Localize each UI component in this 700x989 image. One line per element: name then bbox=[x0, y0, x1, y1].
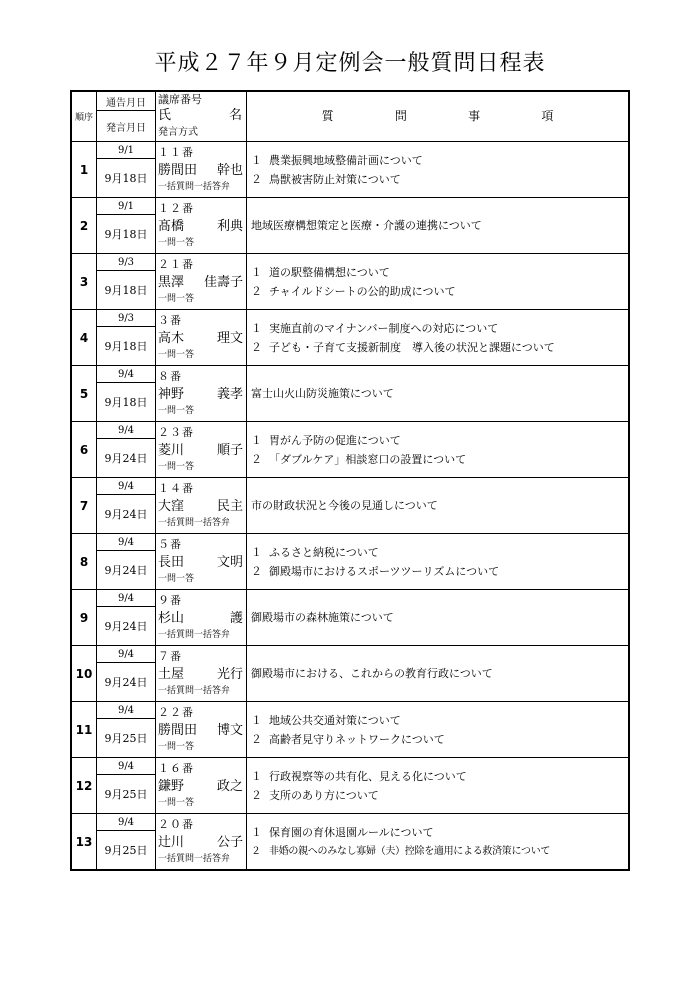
speaker-name bbox=[158, 497, 246, 517]
header-name-b: 名 bbox=[228, 107, 242, 123]
question-number: １ bbox=[251, 265, 262, 279]
question-number: ２ bbox=[251, 340, 262, 354]
speaker-name bbox=[158, 609, 246, 629]
speaker-name bbox=[158, 833, 246, 853]
speak-date: 9月18日 bbox=[97, 215, 156, 254]
row-number: 12 bbox=[71, 758, 97, 814]
row-number: 13 bbox=[71, 814, 97, 871]
given-name: 理文 bbox=[216, 330, 243, 346]
question-item bbox=[251, 319, 624, 338]
speak-date: 9月24日 bbox=[97, 439, 156, 478]
schedule-row bbox=[71, 702, 629, 719]
seat-number: ２１番 bbox=[158, 257, 194, 271]
header-speaker bbox=[156, 91, 247, 142]
schedule-row bbox=[71, 366, 629, 383]
question-item bbox=[251, 543, 624, 562]
row-number: 9 bbox=[71, 590, 97, 646]
speech-method: 一括質問一括答弁 bbox=[158, 181, 231, 192]
questions-cell bbox=[247, 198, 630, 254]
speaker-name bbox=[158, 329, 246, 349]
question-number: １ bbox=[251, 769, 262, 783]
question-text: 御殿場市におけるスポーツツーリズムについて bbox=[269, 564, 500, 578]
question-number: ２ bbox=[251, 284, 262, 298]
question-item bbox=[251, 450, 624, 469]
speaker-cell bbox=[156, 758, 247, 814]
speak-date: 9月24日 bbox=[97, 495, 156, 534]
header-method: 発言方式 bbox=[158, 126, 198, 138]
question-text: 市の財政状況と今後の見通しについて bbox=[251, 499, 438, 512]
row-number: 11 bbox=[71, 702, 97, 758]
schedule-row bbox=[71, 646, 629, 663]
question-text: 保育園の育休退園ルールについて bbox=[269, 825, 434, 839]
question-text: 胃がん予防の促進について bbox=[269, 433, 401, 447]
question-text: 富士山火山防災施策について bbox=[251, 387, 394, 400]
question-item bbox=[251, 608, 624, 627]
given-name: 幹也 bbox=[216, 162, 243, 178]
question-text: ふるさと納税について bbox=[269, 545, 379, 559]
row-number: 4 bbox=[71, 310, 97, 366]
header-q3: 事 bbox=[468, 109, 481, 123]
questions-cell bbox=[247, 310, 630, 366]
speech-method: 一括質問一括答弁 bbox=[158, 629, 231, 640]
notice-date: 9/4 bbox=[97, 590, 156, 607]
family-name: 辻川 bbox=[158, 834, 185, 850]
row-number: 2 bbox=[71, 198, 97, 254]
family-name: 勝間田 bbox=[158, 162, 198, 178]
question-text: 御殿場市における、これからの教育行政について bbox=[251, 667, 493, 680]
question-item bbox=[251, 216, 624, 235]
family-name: 勝間田 bbox=[158, 722, 198, 738]
speak-date: 9月18日 bbox=[97, 159, 156, 198]
question-item bbox=[251, 282, 624, 301]
header-name-a: 氏 bbox=[158, 107, 172, 123]
schedule-row bbox=[71, 478, 629, 495]
speech-method: 一問一答 bbox=[158, 797, 195, 808]
speaker-cell bbox=[156, 254, 247, 310]
question-item bbox=[251, 786, 624, 805]
header-speak-date: 発言月日 bbox=[97, 111, 156, 142]
question-item bbox=[251, 170, 624, 189]
row-number: 8 bbox=[71, 534, 97, 590]
page-title: 平成２７年９月定例会一般質問日程表 bbox=[154, 51, 546, 76]
question-item bbox=[251, 711, 624, 730]
questions-cell bbox=[247, 534, 630, 590]
family-name: 長田 bbox=[158, 554, 185, 570]
given-name: 利典 bbox=[216, 218, 243, 234]
question-text: 「ダブルケア」相談窓口の設置について bbox=[269, 452, 467, 466]
speech-method: 一括質問一括答弁 bbox=[158, 685, 231, 696]
questions-cell bbox=[247, 646, 630, 702]
speak-date: 9月25日 bbox=[97, 775, 156, 814]
family-name: 高木 bbox=[158, 330, 185, 346]
question-number: ２ bbox=[251, 452, 262, 466]
speech-method: 一括質問一括答弁 bbox=[158, 853, 231, 864]
speak-date: 9月18日 bbox=[97, 271, 156, 310]
family-name: 土屋 bbox=[158, 666, 185, 682]
question-item bbox=[251, 338, 624, 357]
family-name: 菱川 bbox=[158, 442, 185, 458]
speaker-name bbox=[158, 665, 246, 685]
schedule-row bbox=[71, 310, 629, 327]
question-number: ２ bbox=[251, 732, 262, 746]
seat-number: １４番 bbox=[158, 481, 194, 495]
question-text: 鳥獣被害防止対策について bbox=[269, 172, 401, 186]
seat-number: ２２番 bbox=[158, 705, 194, 719]
speak-date: 9月25日 bbox=[97, 831, 156, 871]
speaker-cell bbox=[156, 310, 247, 366]
given-name: 義孝 bbox=[216, 386, 243, 402]
seat-number: １１番 bbox=[158, 145, 194, 159]
header-order: 順序 bbox=[71, 91, 97, 142]
row-number: 3 bbox=[71, 254, 97, 310]
speak-date: 9月24日 bbox=[97, 607, 156, 646]
speech-method: 一問一答 bbox=[158, 461, 195, 472]
schedule-row bbox=[71, 142, 629, 159]
header-q4: 項 bbox=[541, 109, 554, 123]
question-text: 農業振興地域整備計画について bbox=[269, 153, 423, 167]
schedule-row bbox=[71, 254, 629, 271]
speech-method: 一問一答 bbox=[158, 741, 195, 752]
question-text: 実施直前のマイナンバー制度への対応について bbox=[269, 321, 499, 335]
question-item bbox=[251, 562, 624, 581]
notice-date: 9/4 bbox=[97, 422, 156, 439]
questions-cell bbox=[247, 590, 630, 646]
seat-number: ７番 bbox=[158, 649, 182, 663]
speech-method: 一問一答 bbox=[158, 237, 195, 248]
speak-date: 9月24日 bbox=[97, 663, 156, 702]
seat-number: ９番 bbox=[158, 593, 182, 607]
row-number: 6 bbox=[71, 422, 97, 478]
question-number: ２ bbox=[251, 172, 262, 186]
questions-cell bbox=[247, 422, 630, 478]
notice-date: 9/4 bbox=[97, 646, 156, 663]
question-text: 地域公共交通対策について bbox=[269, 713, 401, 727]
question-text: チャイルドシートの公的助成について bbox=[269, 284, 456, 298]
family-name: 神野 bbox=[158, 386, 185, 402]
header-q2: 問 bbox=[394, 109, 407, 123]
row-number: 10 bbox=[71, 646, 97, 702]
speaker-name bbox=[158, 441, 246, 461]
given-name: 博文 bbox=[216, 722, 243, 738]
speak-date: 9月24日 bbox=[97, 551, 156, 590]
given-name: 光行 bbox=[216, 666, 243, 682]
questions-cell bbox=[247, 142, 630, 198]
speaker-name bbox=[158, 777, 246, 797]
given-name: 護 bbox=[229, 610, 243, 626]
question-number: １ bbox=[251, 321, 262, 335]
speaker-cell bbox=[156, 814, 247, 871]
questions-cell bbox=[247, 814, 630, 871]
speech-method: 一問一答 bbox=[158, 573, 195, 584]
question-number: １ bbox=[251, 545, 262, 559]
speech-method: 一問一答 bbox=[158, 349, 195, 360]
question-number: １ bbox=[251, 713, 262, 727]
question-number: １ bbox=[251, 825, 262, 839]
question-text: 行政視察等の共有化、見える化について bbox=[269, 769, 467, 783]
seat-number: １２番 bbox=[158, 201, 194, 215]
header-questions bbox=[247, 91, 630, 142]
schedule-row bbox=[71, 814, 629, 831]
notice-date: 9/4 bbox=[97, 478, 156, 495]
questions-cell bbox=[247, 702, 630, 758]
question-item bbox=[251, 431, 624, 450]
family-name: 髙橋 bbox=[158, 218, 185, 234]
speaker-name bbox=[158, 385, 246, 405]
seat-number: ８番 bbox=[158, 369, 182, 383]
question-text: 支所のあり方について bbox=[269, 788, 379, 802]
given-name: 佳壽子 bbox=[203, 274, 243, 290]
speaker-cell bbox=[156, 590, 247, 646]
notice-date: 9/4 bbox=[97, 366, 156, 383]
family-name: 杉山 bbox=[158, 610, 185, 626]
family-name: 大窪 bbox=[158, 498, 185, 514]
question-number: １ bbox=[251, 433, 262, 447]
notice-date: 9/3 bbox=[97, 310, 156, 327]
question-number: ２ bbox=[251, 564, 262, 578]
question-item bbox=[251, 664, 624, 683]
speech-method: 一括質問一括答弁 bbox=[158, 517, 231, 528]
speaker-cell bbox=[156, 422, 247, 478]
question-text: 道の駅整備構想について bbox=[269, 265, 390, 279]
speaker-cell bbox=[156, 702, 247, 758]
question-item bbox=[251, 842, 624, 861]
questions-cell bbox=[247, 254, 630, 310]
speaker-cell bbox=[156, 198, 247, 254]
family-name: 鎌野 bbox=[158, 778, 185, 794]
given-name: 民主 bbox=[216, 498, 243, 514]
speaker-cell bbox=[156, 366, 247, 422]
notice-date: 9/4 bbox=[97, 758, 156, 775]
question-text: 高齢者見守りネットワークについて bbox=[269, 732, 445, 746]
notice-date: 9/4 bbox=[97, 702, 156, 719]
seat-number: １６番 bbox=[158, 761, 194, 775]
notice-date: 9/3 bbox=[97, 254, 156, 271]
questions-cell bbox=[247, 758, 630, 814]
header-notice-date: 通告月日 bbox=[97, 91, 156, 111]
notice-date: 9/1 bbox=[97, 198, 156, 215]
given-name: 順子 bbox=[216, 442, 243, 458]
speaker-name bbox=[158, 161, 246, 181]
row-number: 1 bbox=[71, 142, 97, 198]
notice-date: 9/4 bbox=[97, 534, 156, 551]
question-text: 御殿場市の森林施策について bbox=[251, 611, 394, 624]
schedule-table bbox=[70, 90, 630, 871]
speaker-cell bbox=[156, 142, 247, 198]
speaker-name bbox=[158, 553, 246, 573]
speaker-name bbox=[158, 217, 246, 237]
speaker-cell bbox=[156, 646, 247, 702]
row-number: 7 bbox=[71, 478, 97, 534]
row-number: 5 bbox=[71, 366, 97, 422]
schedule-row bbox=[71, 758, 629, 775]
header-seat: 議席番号 bbox=[158, 92, 202, 106]
given-name: 文明 bbox=[216, 554, 243, 570]
speaker-name bbox=[158, 721, 246, 741]
question-item bbox=[251, 767, 624, 786]
given-name: 政之 bbox=[216, 778, 243, 794]
schedule-row bbox=[71, 534, 629, 551]
speaker-cell bbox=[156, 478, 247, 534]
speak-date: 9月18日 bbox=[97, 383, 156, 422]
question-text: 地域医療構想策定と医療・介護の連携について bbox=[251, 219, 482, 232]
question-text: 子ども・子育て支援新制度 導入後の状況と課題について bbox=[269, 340, 555, 354]
question-item bbox=[251, 384, 624, 403]
question-item bbox=[251, 496, 624, 515]
schedule-row bbox=[71, 422, 629, 439]
question-item bbox=[251, 823, 624, 842]
notice-date: 9/1 bbox=[97, 142, 156, 159]
header-q1: 質 bbox=[321, 109, 334, 123]
header-row bbox=[71, 91, 629, 111]
speaker-name bbox=[158, 273, 246, 293]
question-number: １ bbox=[251, 153, 262, 167]
family-name: 黒澤 bbox=[158, 274, 185, 290]
speak-date: 9月18日 bbox=[97, 327, 156, 366]
speaker-cell bbox=[156, 534, 247, 590]
given-name: 公子 bbox=[216, 834, 243, 850]
schedule-row bbox=[71, 198, 629, 215]
seat-number: ２３番 bbox=[158, 425, 194, 439]
questions-cell bbox=[247, 366, 630, 422]
seat-number: ５番 bbox=[158, 537, 182, 551]
questions-cell bbox=[247, 478, 630, 534]
speak-date: 9月25日 bbox=[97, 719, 156, 758]
header-name bbox=[158, 107, 246, 125]
speech-method: 一問一答 bbox=[158, 405, 195, 416]
question-item bbox=[251, 263, 624, 282]
seat-number: ２０番 bbox=[158, 817, 194, 831]
question-item bbox=[251, 151, 624, 170]
question-number: ２ bbox=[251, 845, 261, 857]
question-number: ２ bbox=[251, 788, 262, 802]
speech-method: 一問一答 bbox=[158, 293, 195, 304]
schedule-row bbox=[71, 590, 629, 607]
question-text: 非婚の親へのみなし寡婦（夫）控除を適用による救済策について bbox=[269, 845, 551, 857]
seat-number: ３番 bbox=[158, 313, 182, 327]
notice-date: 9/4 bbox=[97, 814, 156, 831]
question-item bbox=[251, 730, 624, 749]
